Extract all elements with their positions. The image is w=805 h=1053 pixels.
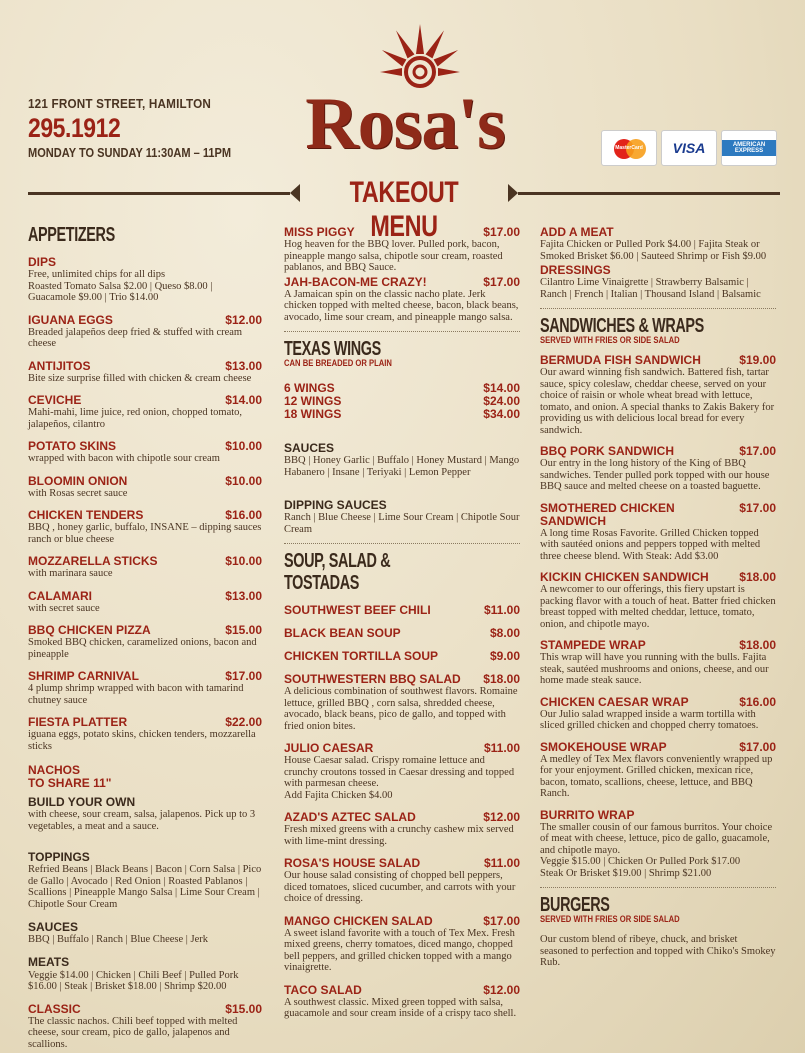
nachos-section [28,764,262,790]
visa-icon: VISA [661,130,717,166]
item-price: $11.00 [483,856,520,870]
item-name: BBQ CHICKEN PIZZA [28,623,151,637]
meats-list: MEATS Veggie $14.00 | Chicken | Chili Beef | Pulled Pork $16.00 | Steak | Brisket $18.00 | Shrimp $20.00 [28,955,239,992]
item-description: Fajita Chicken or Pulled Pork $4.00 | Fajita Steak or Smoked Brisket $6.00 | Sauteed Shrimp or Fish $9.00 [540,239,767,262]
sandwiches-column [540,224,776,969]
menu-item [284,627,520,640]
logo-text: Rosa's [305,83,505,165]
item-name: AZAD'S AZTEC SALAD [284,810,416,824]
item-name: BLACK BEAN SOUP [284,626,401,640]
menu-item [540,445,776,493]
menu-item [284,811,520,847]
item-description: 4 plump shrimp wrapped with bacon with tamarind chutney sauce [28,683,244,706]
item-name: CHICKEN TORTILLA SOUP [284,649,439,663]
item-name: IGUANA EGGS [28,312,113,327]
item-price: $18.00 [739,638,776,652]
menu-item [28,256,262,304]
item-name: TACO SALAD [284,982,362,997]
item-name: 18 WINGS [284,407,342,421]
item-name: CHICKEN TENDERS [28,508,144,522]
item-name: KICKIN CHICKEN SANDWICH [540,570,709,584]
menu-item [540,354,776,436]
item-description: A medley of Tex Mex flavors conveniently wrapped up for your enjoyment. Grilled chicken, mexican rice, bacon, tomato, scallions, cheese, lettuce, and BBQ Ranch. [540,753,773,799]
menu-item [284,673,520,732]
item-price: $11.00 [483,603,520,617]
item-description: A sweet island favorite with a touch of Tex Mex. Fresh mixed greens, cherry tomatoes, diced mango, chopped bell peppers, and grilled chicken topped with a mango vinaigrette. [284,927,515,973]
item-price: $17.00 [483,225,520,239]
opening-hours: MONDAY TO SUNDAY 11:30AM – 11PM [28,145,232,160]
section-subtitle: SERVED WITH FRIES OR SIDE SALAD [540,335,680,345]
item-description: A Jamaican spin on the classic nacho plate. Jerk chicken topped with melted cheese, bacon, black beans, avocado, lime sour cream, and pineapple mango salsa. [284,288,519,323]
item-price: $16.00 [225,508,262,522]
menu-item [28,475,262,500]
nacho-sauces-list: SAUCES BBQ | Buffalo | Ranch | Blue Cheese | Jerk [28,919,208,945]
menu-item [28,360,262,385]
item-name: SMOTHERED CHICKEN SANDWICH [540,500,675,528]
item-description: Breaded jalapeños deep fried & stuffed with cream cheese [28,326,243,349]
item-description: A newcomer to our offerings, this fiery upstart is packing flavor with a touch of heat. Batter fried chicken breast topped with melted cheddar, lettuce, tomato, onion, and chipotle mayo. [540,584,776,630]
item-description: A delicious combination of southwest flavors. Romaine lettuce, grilled BBQ , corn salsa, shredded cheese, avocado, black beans, pico de gallo, and topped with fried onion bites. [284,686,518,732]
item-price: $17.00 [739,444,776,458]
menu-item [284,650,520,663]
menu-item [28,509,262,545]
item-name: JAH-BACON-ME CRAZY! [284,274,427,289]
item-description: Cilantro Lime Vinaigrette | Strawberry Balsamic | Ranch | French | Italian | Thousand Island | Balsamic [540,277,761,300]
build-your-own: BUILD YOUR OWN with cheese, sour cream, salsa, jalapenos. Pick up to 3 vegetables, a meat and a sauce. [28,795,256,832]
menu-item [540,264,776,300]
section-title: BURGERS [540,894,610,916]
item-description: Smoked BBQ chicken, caramelized onions, bacon and pineapple [28,637,257,660]
item-description: Hog heaven for the BBQ lover. Pulled pork, bacon, pineapple mango salsa, chipotle sour cream, roasted pablanos, and BBQ Sauce. [284,239,503,273]
menu-item [28,624,262,660]
item-price: $13.00 [225,358,262,373]
menu-item [28,440,262,465]
item-description: This wrap will have you running with the bulls. Fajita steak, sautéed mushrooms and onions, cheese, and our home made steak sauce. [540,652,769,686]
divider [540,308,776,309]
menu-item [284,857,520,905]
item-price: $22.00 [225,715,262,729]
item-price: $10.00 [225,554,262,568]
nachos-title: NACHOS [28,763,81,777]
item-price: $14.00 [483,381,520,395]
menu-item [28,555,262,580]
item-description: with secret sauce [28,602,100,614]
menu-item [284,276,520,324]
item-name: ROSA'S HOUSE SALAD [284,856,421,870]
item-name: MANGO CHICKEN SALAD [284,913,433,928]
section-subtitle: CAN BE BREADED OR PLAIN [284,358,392,368]
menu-item [284,742,520,801]
dipping-sauces-list: DIPPING SAUCES Ranch | Blue Cheese | Lime Sour Cream | Chipotle Sour Cream [284,497,520,535]
item-price: $9.00 [489,649,520,663]
item-description: Fresh mixed greens with a crunchy cashew mix served with lime-mint dressing. [284,824,514,847]
item-name: FIESTA PLATTER [28,715,128,729]
item-price: $18.00 [483,672,520,686]
toppings-list: TOPPINGS Refried Beans | Black Beans | Bacon | Corn Salsa | Pico de Gallo | Avocado | Red Onion | Roasted Pablanos | Scallions | Pineapple Mango Salsa | Lime Sour Cream | Chipotle Sour Cream [28,849,262,910]
item-price: $34.00 [483,407,520,421]
item-name: DIPS [28,255,57,269]
item-description: wrapped with bacon with chipotle sour cream [28,453,220,464]
item-description: Mahi-mahi, lime juice, red onion, chopped tomato, jalapeños, cilantro [28,407,243,430]
appetizers-column [28,224,262,1050]
item-name: CEVICHE [28,393,82,407]
item-price: $17.00 [225,669,262,683]
arrow-left-icon [290,184,300,202]
divider [284,331,520,332]
item-price: $17.00 [483,913,520,928]
payment-cards [601,130,777,166]
burgers-description: Our custom blend of ribeye, chuck, and brisket seasoned to perfection and topped with Chiko's Smokey Rub. [540,934,776,968]
menu-item [28,394,262,430]
menu-item [540,502,776,563]
menu-item-classic: CLASSIC $15.00 The classic nachos. Chili beef topped with melted cheese, sour cream, pico de gallo, jalapenos and scallions. [28,1001,262,1050]
arrow-right-icon [508,184,518,202]
item-price: $12.00 [225,312,262,327]
address: 121 FRONT STREET, HAMILTON [28,96,212,111]
menu-item [284,226,520,274]
item-name: BBQ PORK SANDWICH [540,444,674,458]
divider [284,543,520,544]
item-price: $17.00 [483,274,520,289]
item-price: $12.00 [483,810,520,824]
rosas-logo [290,20,520,170]
menu-title: TAKEOUT MENU [349,176,459,243]
item-name: 12 WINGS [284,394,342,408]
amex-icon: AMERICAN EXPRESS [721,130,777,166]
item-name: BLOOMIN ONION [28,473,128,488]
menu-item [540,639,776,687]
item-description: BBQ , honey garlic, buffalo, INSANE – dipping sauces ranch or blue cheese [28,522,262,545]
wing-sauces-list: SAUCES BBQ | Honey Garlic | Buffalo | Honey Mustard | Mango Habanero | Insane | Teriyaki | Lemon Pepper [284,440,520,478]
item-price: $11.00 [483,741,520,755]
item-name: DRESSINGS [540,263,611,277]
menu-item [284,604,520,617]
menu-item [540,741,776,800]
contact-info [28,96,267,160]
item-price: $10.00 [225,439,262,453]
item-price: $24.00 [483,394,520,408]
item-price: $12.00 [483,982,520,997]
item-description: iguana eggs, potato skins, chicken tenders, mozzarella sticks [28,729,256,752]
menu-item [28,716,262,752]
phone-number[interactable]: 295.1912 [28,113,121,143]
menu-item [540,571,776,630]
item-name: ADD A MEAT [540,225,614,239]
item-name: JULIO CAESAR [284,741,374,755]
menu-item [540,696,776,732]
item-description: Bite size surprise filled with chicken & cream cheese [28,372,252,384]
item-price: $17.00 [739,500,776,515]
item-price: $14.00 [225,393,262,407]
section-title: APPETIZERS [28,224,115,246]
section-title: TEXAS WINGS [284,338,381,360]
item-price: $18.00 [739,570,776,584]
item-name: POTATO SKINS [28,439,117,453]
nachos-subtitle: TO SHARE 11" [28,776,112,790]
item-name: BERMUDA FISH SANDWICH [540,353,701,367]
section-subtitle: SERVED WITH FRIES OR SIDE SALAD [540,914,680,924]
item-price: $16.00 [739,694,776,709]
item-price: $13.00 [225,588,262,603]
menu-item [28,670,262,706]
item-name: BURRITO WRAP [540,807,635,822]
item-name: SOUTHWEST BEEF CHILI [284,603,431,617]
item-name: CALAMARI [28,588,92,603]
item-description: A southwest classic. Mixed green topped with salsa, guacamole and sour cream inside of a crispy taco shell. [284,996,517,1019]
menu-item [284,984,520,1020]
item-description: Free, unlimited chips for all dips Roasted Tomato Salsa $2.00 | Queso $8.00 | Guacamole $9.00 | Trio $14.00 [28,269,213,303]
item-name: ANTIJITOS [28,358,91,373]
item-name: SHRIMP CARNIVAL [28,669,139,683]
item-price: $17.00 [739,739,776,754]
item-name: SMOKEHOUSE WRAP [540,739,667,754]
item-price: $15.00 [225,623,262,637]
item-description: Our award winning fish sandwich. Battered fish, tartar sauce, spicy coleslaw, cheddar cheese, served on your choice of raisin or whole wheat bread with lettuce, tomato, and onion. A special thanks to Zakis Bakery for providing us with delicious local bread for every sandwich. [540,367,775,436]
item-description: Our entry in the long history of the King of BBQ sandwiches. Tender pulled pork topped with our house BBQ sauce and melted cheese on a toasted baguette. [540,458,770,492]
item-description: Our house salad consisting of chopped bell peppers, diced tomatoes, sliced cucumber, and carrots with your choice of dressing. [284,870,516,904]
divider [540,887,776,888]
item-description: with Rosas secret sauce [28,487,128,499]
item-description: House Caesar salad. Crispy romaine lettuce and crunchy croutons tossed in Caesar dressing and topped with parmesan cheese. Add Fajita Chicken $4.00 [284,755,515,801]
section-title: SANDWICHES & WRAPS [540,315,704,337]
section-title: SOUP, SALAD & TOSTADAS [284,550,391,594]
menu-item [540,809,776,880]
item-price: $10.00 [225,473,262,488]
item-name: 6 WINGS [284,381,335,395]
menu-item [28,590,262,615]
item-name: MOZZARELLA STICKS [28,554,158,568]
item-price: $8.00 [489,626,520,640]
item-description: The smaller cousin of our famous burritos. Your choice of meat with cheese, lettuce, pico de gallo, guacamole, and chipotle mayo. Veggie $15.00 | Chicken Or Pulled Pork $17.00 Steak Or Brisket $19.00 | Shrimp $21.00 [540,821,773,879]
item-name: STAMPEDE WRAP [540,638,646,652]
item-description: A long time Rosas Favorite. Grilled Chicken topped with sautéed onions and peppers topped with melted three cheese blend. With Steak: Add $3.00 [540,527,761,562]
item-price: $19.00 [739,353,776,367]
item-description: with marinara sauce [28,568,113,579]
menu-item [284,408,520,421]
menu-item [540,226,776,262]
menu-item [28,314,262,350]
wings-soup-column [284,224,520,1020]
mastercard-icon: MasterCard [601,130,657,166]
item-name: MISS PIGGY [284,225,355,239]
menu-item [284,915,520,974]
item-name: SOUTHWESTERN BBQ SALAD [284,672,461,686]
item-description: Our Julio salad wrapped inside a warm tortilla with sliced grilled chicken and chopped cherry tomatoes. [540,708,759,731]
item-name: CHICKEN CAESAR WRAP [540,694,689,709]
